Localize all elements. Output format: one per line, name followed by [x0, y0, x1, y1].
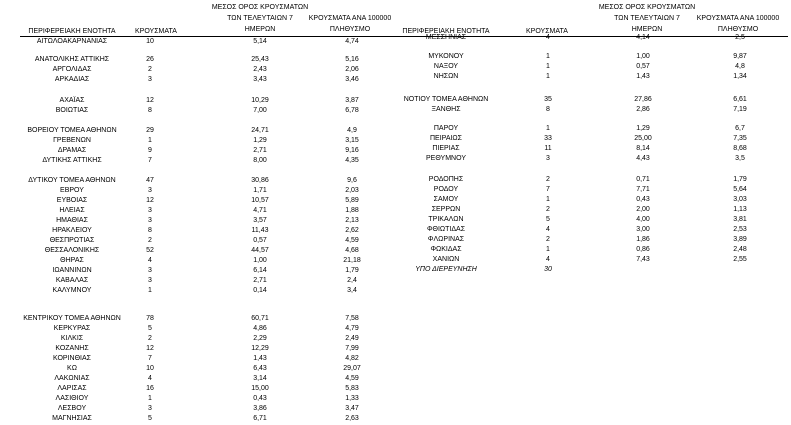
table-row [0, 134, 791, 144]
right-cell-avg7: 25,00 [634, 135, 652, 142]
left-cell-cases: 52 [146, 247, 154, 254]
left-cell-region: ΚΑΒΑΛΑΣ [55, 277, 89, 284]
right-cell-per100k: 9,87 [733, 53, 747, 60]
left-cell-region: ΑΧΑΪΑΣ [59, 97, 85, 104]
left-cell-region: ΗΛΕΙΑΣ [59, 207, 85, 214]
right-cell-region: ΦΩΚΙΔΑΣ [430, 246, 462, 253]
right-cell-avg7: 1,86 [636, 236, 650, 243]
left-cell-per100k: 9,16 [345, 147, 359, 154]
left-cell-per100k: 7,99 [345, 345, 359, 352]
left-cell-cases: 3 [148, 207, 152, 214]
right-cell-per100k: 4,8 [735, 63, 745, 70]
left-cell-region: ΛΑΡΙΣΑΣ [57, 385, 87, 392]
right-cell-per100k: 6,61 [733, 96, 747, 103]
left-cell-cases: 10 [146, 38, 154, 45]
right-header-avg7-line3: ΗΜΕΡΩΝ [631, 26, 663, 33]
left-cell-cases: 9 [148, 147, 152, 154]
table-row [0, 144, 791, 154]
left-cell-cases: 3 [148, 76, 152, 83]
right-cell-region: ΣΑΜΟΥ [433, 196, 459, 203]
right-cell-cases: 4 [546, 256, 550, 263]
table-row [0, 414, 791, 424]
left-cell-cases: 26 [146, 56, 154, 63]
left-cell-avg7: 6,43 [253, 365, 267, 372]
right-cell-region: ΦΛΩΡΙΝΑΣ [427, 236, 465, 243]
left-header-avg7-line2: ΤΩΝ ΤΕΛΕΥΤΑΙΩΝ 7 [227, 15, 293, 22]
table-row [0, 364, 791, 374]
left-cell-avg7: 3,57 [253, 217, 267, 224]
right-cell-avg7: 27,86 [634, 96, 652, 103]
right-cell-region: ΞΑΝΘΗΣ [431, 106, 461, 113]
table-row [0, 225, 791, 235]
left-cell-avg7: 2,71 [253, 277, 267, 284]
left-cell-per100k: 7,58 [345, 315, 359, 322]
left-cell-cases: 10 [146, 365, 154, 372]
left-cell-region: ΚΕΡΚΥΡΑΣ [53, 325, 91, 332]
right-cell-cases: 1 [546, 246, 550, 253]
left-cell-per100k: 2,62 [345, 227, 359, 234]
right-cell-avg7: 0,86 [636, 246, 650, 253]
table-row [0, 255, 791, 265]
left-cell-region: ΑΙΤΩΛΟΑΚΑΡΝΑΝΙΑΣ [36, 38, 108, 45]
right-cell-cases: 35 [544, 96, 552, 103]
left-cell-region: ΛΑΚΩΝΙΑΣ [54, 375, 90, 382]
left-cell-region: ΑΡΓΟΛΙΔΑΣ [52, 66, 92, 73]
left-cell-per100k: 3,47 [345, 405, 359, 412]
right-cell-region: ΡΟΔΟΥ [433, 186, 459, 193]
left-cell-avg7: 4,71 [253, 207, 267, 214]
table-row [0, 265, 791, 275]
right-cell-per100k: 2,53 [733, 226, 747, 233]
left-cell-region: ΔΥΤΙΚΗΣ ΑΤΤΙΚΗΣ [42, 157, 102, 164]
right-cell-region: ΠΕΙΡΑΙΩΣ [430, 135, 462, 142]
left-cell-cases: 4 [148, 257, 152, 264]
left-cell-region: ΜΑΓΝΗΣΙΑΣ [52, 415, 92, 422]
right-cell-per100k: 3,89 [733, 236, 747, 243]
left-cell-cases: 8 [148, 227, 152, 234]
right-header-per100k-line1: ΚΡΟΥΣΜΑΤΑ ΑΝΑ 100000 [696, 15, 780, 22]
table-row [0, 404, 791, 414]
right-cell-avg7: 0,57 [636, 63, 650, 70]
left-cell-avg7: 6,14 [253, 267, 267, 274]
right-cell-region: ΜΥΚΟΝΟΥ [428, 53, 464, 60]
left-cell-avg7: 11,43 [251, 227, 269, 234]
right-header-per100k-line2: ΠΛΗΘΥΣΜΟ [717, 26, 759, 33]
table-row [0, 124, 791, 134]
left-cell-region: ΕΒΡΟΥ [60, 187, 84, 194]
table-row [0, 195, 791, 205]
left-cell-cases: 12 [146, 345, 154, 352]
right-cell-region: ΤΡΙΚΑΛΩΝ [428, 216, 464, 223]
left-cell-cases: 2 [148, 237, 152, 244]
right-cell-avg7: 0,71 [636, 176, 650, 183]
right-cell-region: ΠΑΡΟΥ [433, 125, 459, 132]
left-cell-region: ΑΝΑΤΟΛΙΚΗΣ ΑΤΤΙΚΗΣ [34, 56, 110, 63]
right-cell-avg7: 2,86 [636, 106, 650, 113]
right-cell-cases: 30 [544, 266, 552, 273]
right-cell-cases: 2 [546, 236, 550, 243]
right-header-avg7-line2: ΤΩΝ ΤΕΛΕΥΤΑΙΩΝ 7 [614, 15, 680, 22]
left-cell-avg7: 1,71 [253, 187, 267, 194]
left-cell-per100k: 2,63 [345, 415, 359, 422]
left-cell-per100k: 3,4 [347, 287, 357, 294]
right-cell-region: ΝΟΤΙΟΥ ΤΟΜΕΑ ΑΘΗΝΩΝ [403, 96, 489, 103]
right-cell-cases: 1 [546, 196, 550, 203]
right-cell-region: ΠΙΕΡΙΑΣ [432, 145, 460, 152]
left-cell-region: ΔΡΑΜΑΣ [57, 147, 87, 154]
right-cell-per100k: 2,5 [735, 34, 745, 41]
left-cell-avg7: 2,43 [253, 66, 267, 73]
left-cell-avg7: 44,57 [251, 247, 269, 254]
left-cell-region: ΙΩΑΝΝΙΝΩΝ [52, 267, 92, 274]
left-cell-per100k: 4,74 [345, 38, 359, 45]
table-row [0, 175, 791, 185]
table-row [0, 394, 791, 404]
left-cell-avg7: 25,43 [251, 56, 269, 63]
right-cell-per100k: 3,5 [735, 155, 745, 162]
right-header-region: ΠΕΡΙΦΕΡΕΙΑΚΗ ΕΝΟΤΗΤΑ [402, 28, 490, 35]
right-cell-avg7: 3,00 [636, 226, 650, 233]
left-cell-avg7: 1,00 [253, 257, 267, 264]
left-cell-per100k: 4,59 [345, 375, 359, 382]
left-cell-avg7: 60,71 [251, 315, 269, 322]
table-row [0, 245, 791, 255]
right-cell-per100k: 3,03 [733, 196, 747, 203]
left-header-avg7-line3: ΗΜΕΡΩΝ [244, 26, 276, 33]
left-cell-cases: 29 [146, 127, 154, 134]
right-cell-cases: 2 [546, 176, 550, 183]
left-cell-cases: 1 [148, 287, 152, 294]
right-cell-per100k: 2,55 [733, 256, 747, 263]
table-row [0, 374, 791, 384]
left-cell-per100k: 1,79 [345, 267, 359, 274]
right-cell-per100k: 1,13 [733, 206, 747, 213]
left-cell-per100k: 3,46 [345, 76, 359, 83]
left-cell-avg7: 10,29 [251, 97, 269, 104]
right-cell-per100k: 5,64 [733, 186, 747, 193]
right-cell-cases: 7 [546, 186, 550, 193]
left-cell-cases: 7 [148, 355, 152, 362]
table-row [0, 286, 791, 296]
right-cell-per100k: 8,68 [733, 145, 747, 152]
right-cell-avg7: 7,71 [636, 186, 650, 193]
left-cell-per100k: 2,49 [345, 335, 359, 342]
right-cell-cases: 4 [546, 34, 550, 41]
left-cell-avg7: 0,57 [253, 237, 267, 244]
left-cell-region: ΚΑΛΥΜΝΟΥ [52, 287, 92, 294]
left-cell-per100k: 4,79 [345, 325, 359, 332]
left-cell-region: ΗΜΑΘΙΑΣ [56, 217, 88, 224]
right-cell-avg7: 0,43 [636, 196, 650, 203]
left-cell-per100k: 9,6 [347, 177, 357, 184]
left-cell-per100k: 4,35 [345, 157, 359, 164]
right-cell-avg7: 7,43 [636, 256, 650, 263]
left-cell-per100k: 5,89 [345, 197, 359, 204]
right-cell-avg7: 2,00 [636, 206, 650, 213]
left-header-avg7-line1: ΜΕΣΟΣ ΟΡΟΣ ΚΡΟΥΣΜΑΤΩΝ [211, 4, 309, 11]
left-cell-cases: 8 [148, 107, 152, 114]
left-header-per100k-line1: ΚΡΟΥΣΜΑΤΑ ΑΝΑ 100000 [308, 15, 392, 22]
left-cell-region: ΘΕΣΣΑΛΟΝΙΚΗΣ [44, 247, 100, 254]
left-cell-cases: 3 [148, 187, 152, 194]
left-cell-per100k: 1,33 [345, 395, 359, 402]
left-cell-per100k: 4,59 [345, 237, 359, 244]
left-cell-cases: 78 [146, 315, 154, 322]
left-cell-avg7: 15,00 [251, 385, 269, 392]
right-cell-cases: 1 [546, 125, 550, 132]
right-cell-cases: 1 [546, 73, 550, 80]
table-row [0, 235, 791, 245]
left-cell-avg7: 30,86 [251, 177, 269, 184]
left-cell-region: ΗΡΑΚΛΕΙΟΥ [52, 227, 92, 234]
left-cell-avg7: 24,71 [251, 127, 269, 134]
left-cell-region: ΕΥΒΟΙΑΣ [56, 197, 88, 204]
left-cell-region: ΒΟΙΩΤΙΑΣ [55, 107, 89, 114]
table-row [0, 276, 791, 286]
right-cell-cases: 5 [546, 216, 550, 223]
table-row [0, 95, 791, 105]
left-cell-avg7: 5,14 [253, 38, 267, 45]
table-row [0, 33, 791, 43]
right-cell-region: ΡΕΘΥΜΝΟΥ [425, 155, 467, 162]
left-cell-avg7: 3,14 [253, 375, 267, 382]
left-cell-cases: 5 [148, 325, 152, 332]
left-cell-avg7: 4,86 [253, 325, 267, 332]
table-row [0, 334, 791, 344]
left-cell-region: ΑΡΚΑΔΙΑΣ [54, 76, 90, 83]
left-cell-region: ΘΗΡΑΣ [60, 257, 84, 264]
right-cell-cases: 8 [546, 106, 550, 113]
right-header-cases: ΚΡΟΥΣΜΑΤΑ [526, 28, 568, 35]
left-cell-cases: 1 [148, 395, 152, 402]
table-row [0, 354, 791, 364]
right-cell-cases: 11 [544, 145, 552, 152]
table-row [0, 215, 791, 225]
table-row [0, 324, 791, 334]
left-cell-avg7: 12,29 [251, 345, 269, 352]
left-cell-avg7: 3,86 [253, 405, 267, 412]
left-cell-cases: 2 [148, 66, 152, 73]
left-cell-per100k: 2,13 [345, 217, 359, 224]
left-header-per100k-line2: ΠΛΗΘΥΣΜΟ [329, 26, 371, 33]
left-cell-region: ΛΕΣΒΟΥ [57, 405, 87, 412]
left-cell-per100k: 1,88 [345, 207, 359, 214]
left-cell-avg7: 0,14 [253, 287, 267, 294]
left-cell-per100k: 21,18 [343, 257, 361, 264]
left-cell-avg7: 8,00 [253, 157, 267, 164]
left-cell-per100k: 3,15 [345, 137, 359, 144]
right-cell-per100k: 6,7 [735, 125, 745, 132]
left-cell-per100k: 2,03 [345, 187, 359, 194]
right-cell-cases: 33 [544, 135, 552, 142]
left-cell-per100k: 4,82 [345, 355, 359, 362]
right-cell-region: ΧΑΝΙΩΝ [432, 256, 460, 263]
left-cell-per100k: 29,07 [343, 365, 361, 372]
left-cell-cases: 3 [148, 277, 152, 284]
left-cell-cases: 47 [146, 177, 154, 184]
left-cell-avg7: 0,43 [253, 395, 267, 402]
right-cell-per100k: 3,81 [733, 216, 747, 223]
right-cell-per100k: 1,34 [733, 73, 747, 80]
left-cell-avg7: 6,71 [253, 415, 267, 422]
table-row [0, 52, 791, 62]
right-cell-cases: 3 [546, 155, 550, 162]
left-cell-cases: 4 [148, 375, 152, 382]
right-cell-avg7: 4,14 [636, 34, 650, 41]
left-cell-cases: 12 [146, 197, 154, 204]
right-cell-avg7: 8,14 [636, 145, 650, 152]
left-cell-per100k: 3,87 [345, 97, 359, 104]
table-row [0, 62, 791, 72]
table-row [0, 344, 791, 354]
left-cell-per100k: 6,78 [345, 107, 359, 114]
right-header-avg7-line1: ΜΕΣΟΣ ΟΡΟΣ ΚΡΟΥΣΜΑΤΩΝ [598, 4, 696, 11]
table-row [0, 185, 791, 195]
right-cell-avg7: 1,29 [636, 125, 650, 132]
left-cell-region: ΚΙΛΚΙΣ [60, 335, 84, 342]
right-cell-avg7: 1,00 [636, 53, 650, 60]
table-row [0, 314, 791, 324]
left-cell-per100k: 5,83 [345, 385, 359, 392]
right-cell-avg7: 4,43 [636, 155, 650, 162]
left-cell-region: ΚΟΖΑΝΗΣ [55, 345, 89, 352]
left-cell-per100k: 4,9 [347, 127, 357, 134]
left-cell-cases: 12 [146, 97, 154, 104]
right-cell-region: ΝΑΞΟΥ [433, 63, 459, 70]
left-cell-avg7: 7,00 [253, 107, 267, 114]
right-cell-per100k: 2,48 [733, 246, 747, 253]
left-cell-cases: 3 [148, 405, 152, 412]
right-cell-per100k: 7,19 [733, 106, 747, 113]
right-cell-cases: 2 [546, 206, 550, 213]
right-cell-region: ΝΗΣΩΝ [433, 73, 459, 80]
right-cell-per100k: 1,79 [733, 176, 747, 183]
left-cell-avg7: 10,57 [251, 197, 269, 204]
right-cell-per100k: 7,35 [733, 135, 747, 142]
right-cell-avg7: 1,43 [636, 73, 650, 80]
left-header-region: ΠΕΡΙΦΕΡΕΙΑΚΗ ΕΝΟΤΗΤΑ [28, 28, 116, 35]
right-cell-region: ΜΕΣΣΗΝΙΑΣ [425, 34, 467, 41]
left-cell-cases: 7 [148, 157, 152, 164]
left-cell-avg7: 1,29 [253, 137, 267, 144]
left-cell-per100k: 2,06 [345, 66, 359, 73]
table-row [0, 105, 791, 115]
right-cell-cases: 4 [546, 226, 550, 233]
left-cell-cases: 16 [146, 385, 154, 392]
right-cell-avg7: 4,00 [636, 216, 650, 223]
left-cell-per100k: 5,16 [345, 56, 359, 63]
left-cell-avg7: 2,29 [253, 335, 267, 342]
left-cell-region: ΒΟΡΕΙΟΥ ΤΟΜΕΑ ΑΘΗΝΩΝ [27, 127, 117, 134]
left-cell-region: ΘΕΣΠΡΩΤΙΑΣ [49, 237, 95, 244]
left-cell-cases: 1 [148, 137, 152, 144]
left-cell-region: ΚΕΝΤΡΙΚΟΥ ΤΟΜΕΑ ΑΘΗΝΩΝ [23, 315, 121, 322]
left-cell-region: ΛΑΣΙΘΙΟΥ [55, 395, 89, 402]
left-cell-per100k: 4,68 [345, 247, 359, 254]
right-cell-region: ΡΟΔΟΠΗΣ [428, 176, 464, 183]
left-cell-region: ΔΥΤΙΚΟΥ ΤΟΜΕΑ ΑΘΗΝΩΝ [28, 177, 116, 184]
left-cell-avg7: 1,43 [253, 355, 267, 362]
left-cell-cases: 2 [148, 335, 152, 342]
left-cell-avg7: 3,43 [253, 76, 267, 83]
left-cell-avg7: 2,71 [253, 147, 267, 154]
left-cell-region: ΚΟΡΙΝΘΙΑΣ [53, 355, 91, 362]
table-row [0, 384, 791, 394]
right-cell-region: ΣΕΡΡΩΝ [431, 206, 461, 213]
left-cell-region: ΓΡΕΒΕΝΩΝ [53, 137, 91, 144]
left-cell-region: ΚΩ [67, 365, 77, 372]
right-cell-region: ΥΠΟ ΔΙΕΡΕΥΝΗΣΗ [415, 266, 477, 273]
table-row [0, 72, 791, 82]
left-cell-cases: 3 [148, 267, 152, 274]
table-row [0, 205, 791, 215]
left-cell-cases: 5 [148, 415, 152, 422]
left-cell-per100k: 2,4 [347, 277, 357, 284]
right-cell-cases: 1 [546, 53, 550, 60]
right-cell-region: ΦΘΙΩΤΙΔΑΣ [426, 226, 466, 233]
left-header-cases: ΚΡΟΥΣΜΑΤΑ [135, 28, 177, 35]
left-cell-cases: 3 [148, 217, 152, 224]
right-cell-cases: 1 [546, 63, 550, 70]
table-row [0, 154, 791, 164]
